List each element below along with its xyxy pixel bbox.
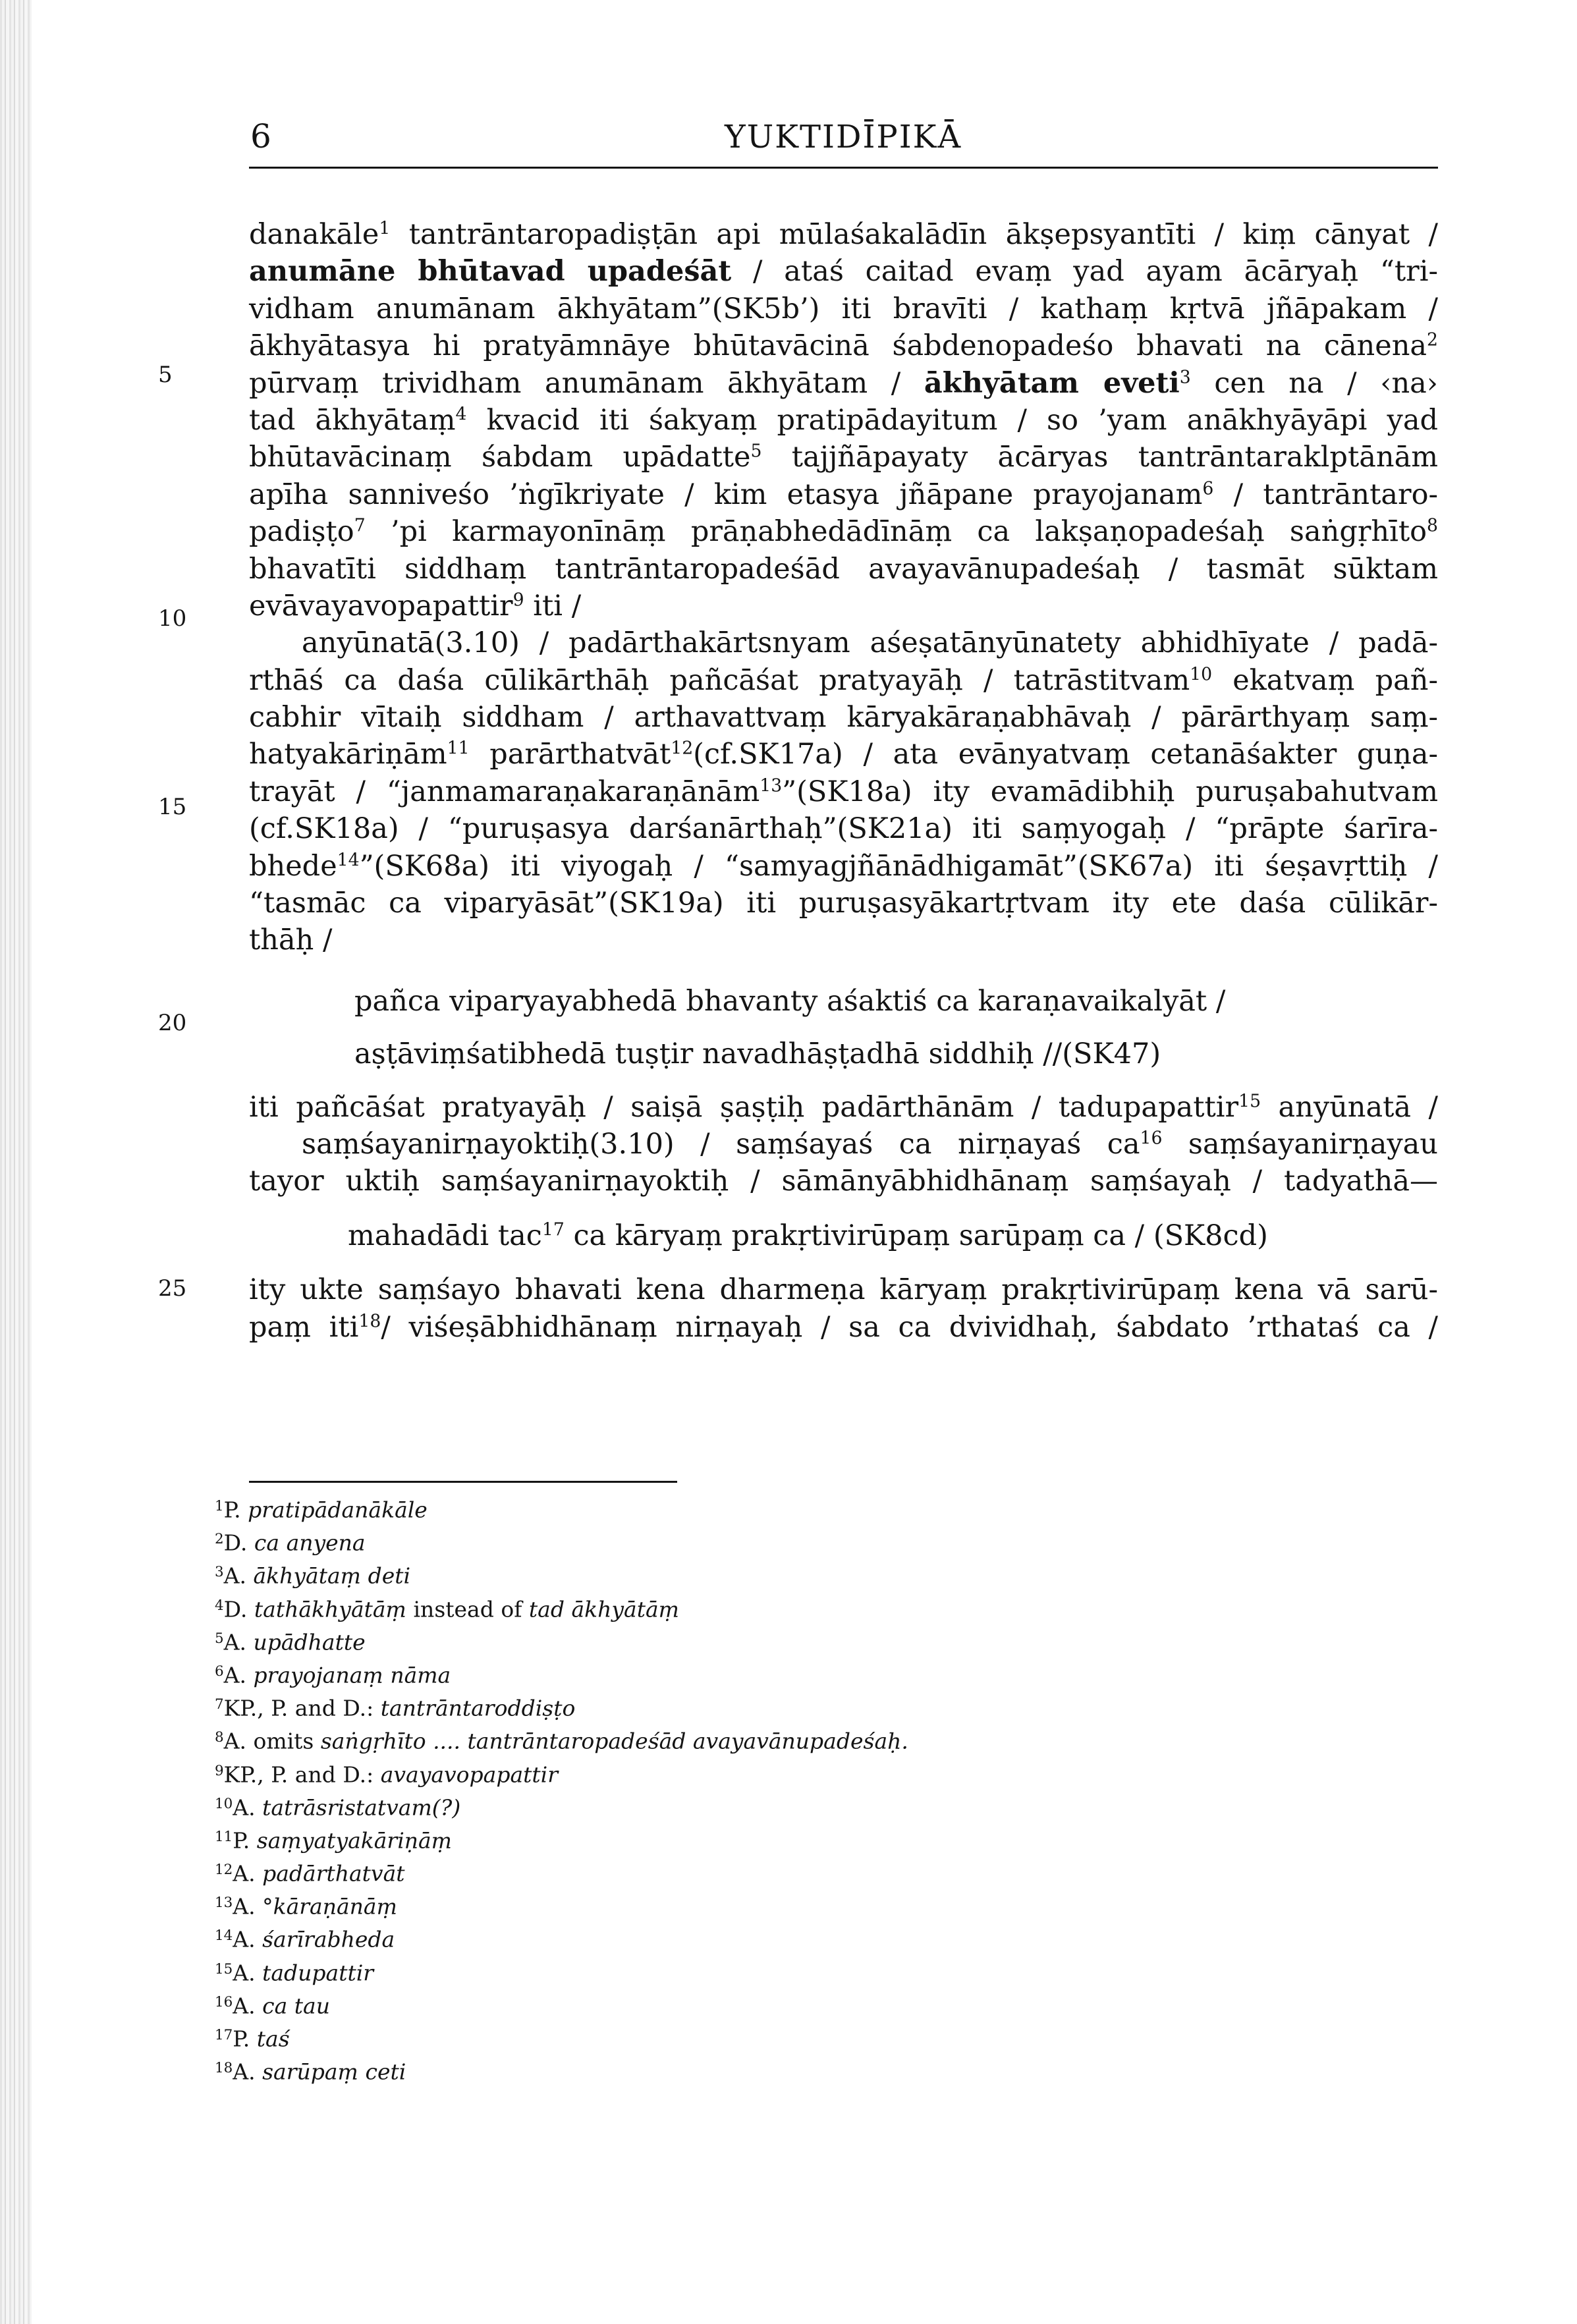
- main-text: [249, 216, 1438, 1346]
- text-line: tad ākhyātaṃ$^4$ kvacid iti śakyaṃ pratipādayitum / so ’yam anākhyāyāpi yad: [249, 403, 1438, 437]
- footnote: $^{15}$A. tadupattir: [215, 1960, 374, 1986]
- footnote-ref: 16: [1140, 1128, 1163, 1149]
- footnote-ref: 3: [1179, 366, 1191, 387]
- footnote: $^3$A. ākhyātaṃ deti: [215, 1563, 411, 1590]
- text-line: pūrvaṃ trividham anumānam ākhyātam / ākhyātam eveti$^3$ cen na / ‹na›: [249, 366, 1438, 400]
- line-number: 10: [158, 605, 187, 632]
- running-title: YUKTIDĪPIKĀ: [725, 119, 962, 155]
- text-line: danakāle$^1$ tantrāntaropadiṣṭān api mūlaśakalādīn ākṣepsyantīti / kiṃ cānyat /: [249, 218, 1438, 251]
- footnote-ref: 14: [337, 849, 360, 870]
- footnote: $^4$D. tathākhyātāṃ instead of tad ākhyātāṃ: [215, 1596, 680, 1622]
- text-line: ity ukte saṃśayo bhavati kena dharmeṇa kāryaṃ prakṛtivirūpaṃ kena vā sarū-: [249, 1273, 1438, 1307]
- text-line: anumāne bhūtavad upadeśāt / ataś caitad evaṃ yad ayam ācāryaḥ “tri-: [249, 255, 1438, 289]
- text-line: hatyakāriṇām$^{11}$ parārthatvāt$^{12}$(cf.SK17a) / ata evānyatvaṃ cetanāśakter guṇa-: [249, 738, 1438, 771]
- text-line: bhede$^{14}$”(SK68a) iti viyogaḥ / “samyagjñānādhigamāt”(SK67a) iti śeṣavṛttiḥ /: [249, 849, 1438, 883]
- text-line: iti pañcāśat pratyayāḥ / saiṣā ṣaṣṭiḥ padārthānām / tadupapattir$^{15}$ anyūnatā /: [249, 1090, 1438, 1124]
- footnote-ref: 15: [1238, 1090, 1261, 1111]
- text-line: trayāt / “janmamaraṇakaraṇānām$^{13}$”(SK18a) ity evamādibhiḥ puruṣabahutvam: [249, 775, 1439, 808]
- text-line: anyūnatā(3.10) / padārthakārtsnyam aśeṣatānyūnatety abhidhīyate / padā-: [302, 626, 1438, 660]
- line-number: 20: [158, 1010, 187, 1036]
- text-line: apīha sanniveśo ’ṅgīkriyate / kim etasya jñāpane prayojanam$^6$ / tantrāntaro-: [249, 478, 1438, 511]
- text-line: vidham anumānam ākhyātam”(SK5b’) iti bravīti / kathaṃ kṛtvā jñāpakam /: [249, 292, 1438, 325]
- text-line: padiṣṭo$^7$ ’pi karmayonīnāṃ prāṇabhedādīnāṃ ca lakṣaṇopadeśaḥ saṅgṛhīto$^8$: [249, 515, 1438, 549]
- footnote-ref: 17: [541, 1219, 565, 1240]
- footnote: $^{12}$A. padārthatvāt: [215, 1860, 405, 1887]
- footnote-ref: 9: [512, 590, 524, 611]
- text-line: bhūtavācinaṃ śabdam upādatte$^5$ tajjñāpayaty ācāryas tantrāntaraklptānām: [249, 441, 1438, 474]
- footnote-ref: 4: [455, 404, 467, 425]
- footnote-ref: 2: [1427, 329, 1438, 350]
- footnote-ref: 11: [447, 738, 470, 759]
- footnote-ref: 1: [379, 218, 391, 239]
- footnote: $^1$P. pratipādanākāle: [215, 1497, 428, 1523]
- footnote-ref: 5: [750, 441, 762, 462]
- footnote-ref: 6: [1202, 478, 1214, 499]
- footnote: $^5$A. upādhatte: [215, 1629, 366, 1655]
- text-line: evāvayavopapattir$^9$ iti /: [249, 589, 582, 622]
- footnote: $^2$D. ca anyena: [215, 1530, 366, 1556]
- line-number: 25: [158, 1275, 187, 1302]
- footnote-ref: 18: [358, 1310, 381, 1331]
- footnote-rule: [249, 1481, 677, 1483]
- bold-lemma: anumāne bhūtavad upadeśāt: [249, 255, 732, 289]
- footnote-ref: 12: [671, 738, 694, 759]
- text-line: rthāś ca daśa cūlikārthāḥ pañcāśat pratyayāḥ / tatrāstitvam$^{10}$ ekatvaṃ pañ-: [249, 663, 1438, 697]
- footnote-ref: 13: [760, 775, 783, 796]
- footnote: $^{11}$P. saṃyatyakāriṇāṃ: [215, 1827, 453, 1854]
- text-line: paṃ iti$^{18}$/ viśeṣābhidhānaṃ nirṇayaḥ / sa ca dvividhaḥ, śabdato ’rthataś ca /: [249, 1310, 1439, 1344]
- footnote-ref: 7: [354, 515, 366, 536]
- footnote: $^9$KP., P. and D.: avayavopapattir: [215, 1761, 558, 1788]
- text-line: saṃśayanirṇayoktiḥ(3.10) / saṃśayaś ca nirṇayaś $ca^{16}$ saṃśayanirṇayau: [302, 1127, 1438, 1161]
- page-number: 6: [250, 117, 271, 155]
- footnote: $^8$A. omits saṅgṛhīto .... tantrāntaropadeśād avayavānupadeśaḥ.: [215, 1729, 908, 1755]
- text-line: tayor uktiḥ saṃśayanirṇayoktiḥ / sāmānyābhidhānaṃ saṃśayaḥ / tadyathā—: [249, 1165, 1438, 1198]
- footnote: $^{13}$A. °kāraṇānāṃ: [215, 1893, 398, 1920]
- footnote: $^7$KP., P. and D.: tantrāntaroddiṣṭo: [215, 1695, 576, 1721]
- text-line: thāḥ /: [249, 924, 333, 957]
- text-line: “tasmāc ca viparyāsāt”(SK19a) iti puruṣasyākartṛtvam ity ete daśa cūlikār-: [249, 887, 1438, 920]
- verse-line: pañca viparyayabhedā bhavanty aśaktiś ca karaṇavaikalyāt /: [354, 984, 1226, 1018]
- footnote: $^{18}$A. sarūpaṃ ceti: [215, 2059, 406, 2085]
- text-line: cabhir vītaiḥ siddham / arthavattvaṃ kāryakāraṇabhāvaḥ / pārārthyaṃ saṃ-: [249, 701, 1438, 734]
- footnote-ref: 10: [1190, 664, 1213, 685]
- text-line: bhavatīti siddhaṃ tantrāntaropadeśād avayavānupadeśaḥ / tasmāt sūktam: [249, 552, 1438, 586]
- footnote: $^{14}$A. śarīrabheda: [215, 1927, 395, 1953]
- footnote-ref: 8: [1427, 515, 1438, 536]
- header-rule: [249, 167, 1438, 169]
- footnote: $^{10}$A. tatrāsristatvam(?): [215, 1794, 461, 1821]
- line-number: 5: [158, 362, 173, 388]
- text-line: (cf.SK18a) / “puruṣasya darśanārthaḥ”(SK21a) iti saṃyogaḥ / “prāpte śarīra-: [249, 812, 1438, 846]
- line-number: 15: [158, 794, 187, 820]
- footnotes: [215, 1490, 908, 2085]
- footnote: $^{17}$P. taś: [215, 2026, 290, 2052]
- text-line: ākhyātasya hi pratyāmnāye bhūtavācinā śabdenopadeśo bhavati na cānena$^2$: [249, 329, 1438, 363]
- verse-line: aṣṭāviṃśatibhedā tuṣṭir navadhāṣṭadhā siddhiḥ //(SK47): [354, 1038, 1161, 1071]
- footnote: $^{16}$A. ca tau: [215, 1993, 330, 2019]
- bold-lemma: ākhyātam eveti: [924, 366, 1180, 400]
- verse-line: mahadādi tac$^{17}$ ca kāryaṃ prakṛtivirūpaṃ sarūpaṃ ca / (SK8cd): [348, 1219, 1268, 1252]
- footnote: $^6$A. prayojanaṃ nāma: [215, 1662, 451, 1688]
